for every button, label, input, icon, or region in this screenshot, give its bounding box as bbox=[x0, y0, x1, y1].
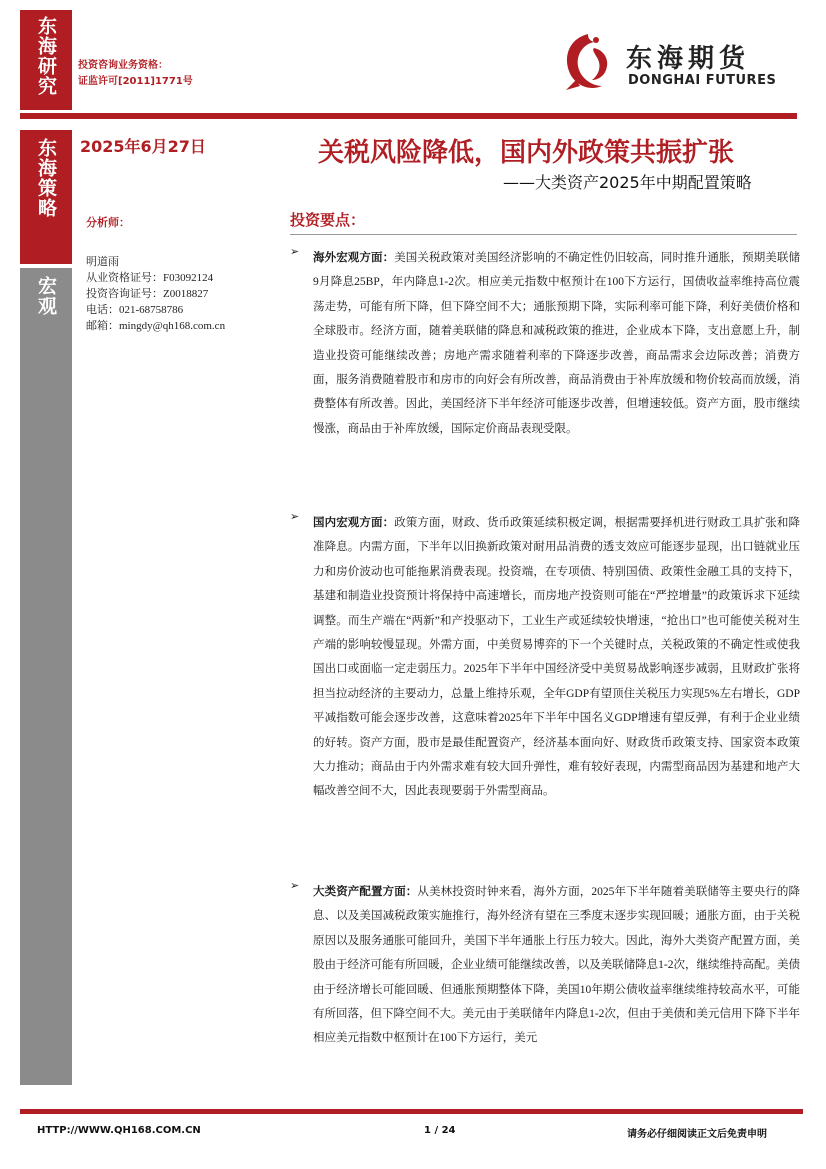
report-date: 2025年6月27日 bbox=[80, 137, 206, 156]
analyst-label: 分析师： bbox=[86, 216, 130, 229]
bullet-arrow-icon: ➢ bbox=[290, 880, 300, 892]
category-tag bbox=[20, 130, 72, 264]
section-domestic-macro bbox=[290, 510, 800, 804]
logo-chinese-name: 东海期货 bbox=[626, 44, 751, 74]
qualification-title: 投资咨询业务资格： bbox=[78, 60, 168, 71]
section-body bbox=[313, 510, 800, 804]
analyst-name: 明道雨 bbox=[86, 256, 119, 268]
footer-url[interactable]: HTTP://WWW.QH168.COM.CN bbox=[37, 1125, 201, 1136]
section-body bbox=[313, 879, 800, 1051]
donghai-logo-icon bbox=[558, 30, 620, 96]
section-text: 从美林投资时钟来看，海外方面，2025年下半年随着美联储等主要央行的降息、以及美国减税政策实施推行，海外经济有望在三季度末逐步实现回暖；通胀方面，由于关税原因以及服务通胀可能回升，美国下半年通胀上行压力较大。因此，海外大类资产配置方面，美股由于经济可能有所回暖，企业业绩可能继续改善，以及美联储降息1-2次，继续维持高配。美债由于经济增长可能回暖、但通胀预期整体下降，美国10年期公债收益率继续维持较高水平，可能有所回落，但下降空间不大。美元由于美联储年内降息1-2次，但由于美债和美元信用下降下半年相应美元指数中枢预计在100下方运行，美元 bbox=[313, 886, 801, 1045]
analyst-phone: 电话：021-68758786 bbox=[86, 304, 184, 316]
qualification-license: 证监许可[2011]1771号 bbox=[78, 76, 193, 87]
analyst-email[interactable]: 邮箱：mingdy@qh168.com.cn bbox=[86, 320, 226, 332]
section-text: 政策方面，财政、货币政策延续积极定调，根据需要择机进行财政工具扩张和降准降息。内需方面，下半年以旧换新政策对耐用品消费的透支效应可能逐步显现，出口链就业压力和房价波动也可能拖累消费表现。投资端，在专项债、特别国债、政策性金融工具的支持下，基建和制造业投资预计将保持中高速增长，而房地产投资则可能在“严控增量”的政策诉求下延续调整。而生产端在“两新”和产投驱动下，工业生产或延续较快增速，“抢出口”也可能使关税对生产端的影响较慢显现。外需方面，中美贸易博弈的下一个关键时点，关税政策的不确定性或使我国出口或面临一定走弱压力。2025年下半年中国经济受中美贸易战影响逐步减弱，且财政扩张将担当拉动经济的主要动力，总量上维持乐观，全年GDP有望顶住关税压力实现5%左右增长，GDP平减指数可能会逐步改善，这意味着2025年下半年中国名义GDP增速有望反弹，有利于企业业绩的好转。资产方面，股市是最佳配置资产，经济基本面向好、财政货币政策支持、国家资本政策大力推动；商品由于内外需求难有较大回升弹性，难有较好表现，内需型商品因为基建和地产大幅改善空间不大，因此表现要弱于外需型商品。 bbox=[313, 517, 801, 798]
key-points-divider bbox=[290, 234, 797, 235]
analyst-consult-cert: 投资咨询证号：Z0018827 bbox=[86, 288, 209, 300]
section-text: 美国关税政策对美国经济影响的不确定性仍旧较高，同时推升通胀，预期美联储9月降息25BP，年内降息1-2次。相应美元指数中枢预计在100下方运行，国债收益率维持高位震荡走势，可能有所下降，但下降空间不大；通胀预期下降，实际利率可能下降，利好美债价格和全球股市。经济方面，随着美联储的降息和减税政策的推进，企业成本下降，支出意愿上升，制造业投资可能继续改善；房地产需求随着利率的下降逐步改善，商品需求会边际改善；消费方面，服务消费随着股市和房市的向好会有所改善，商品消费由于补库放缓和物价较高而放缓，消费整体有所改善。因此，美国经济下半年经济可能逐步改善，但增速较低。资产方面，股市继续慢涨，商品由于补库放缓，国际定价商品表现受限。 bbox=[313, 252, 801, 435]
category-text: 东海策略 bbox=[35, 138, 57, 218]
logo-english-name: DONGHAI FUTURES bbox=[628, 73, 777, 88]
section-lead: 大类资产配置方面： bbox=[313, 884, 418, 898]
section-overseas-macro bbox=[290, 245, 800, 441]
subcategory-text: 宏观 bbox=[35, 276, 57, 316]
key-points-title: 投资要点： bbox=[290, 211, 366, 229]
section-lead: 国内宏观方面： bbox=[313, 515, 395, 529]
report-title: 关税风险降低，国内外政策共振扩张 bbox=[318, 138, 735, 168]
report-subtitle: ——大类资产2025年中期配置策略 bbox=[503, 173, 752, 192]
section-body bbox=[313, 245, 800, 441]
section-asset-allocation bbox=[290, 879, 800, 1051]
page-number: 1 / 24 bbox=[424, 1125, 456, 1136]
footer-disclaimer: 请务必仔细阅读正文后免责申明 bbox=[627, 1129, 767, 1140]
brand-tag-text: 东海研究 bbox=[35, 16, 57, 96]
analyst-cert: 从业资格证号：F03092124 bbox=[86, 272, 214, 284]
bullet-arrow-icon: ➢ bbox=[290, 246, 300, 258]
section-lead: 海外宏观方面： bbox=[313, 250, 395, 264]
bullet-arrow-icon: ➢ bbox=[290, 511, 300, 523]
brand-tag bbox=[20, 10, 72, 110]
footer-divider bbox=[20, 1109, 803, 1114]
subcategory-tag bbox=[20, 268, 72, 1085]
header-divider bbox=[20, 113, 797, 119]
